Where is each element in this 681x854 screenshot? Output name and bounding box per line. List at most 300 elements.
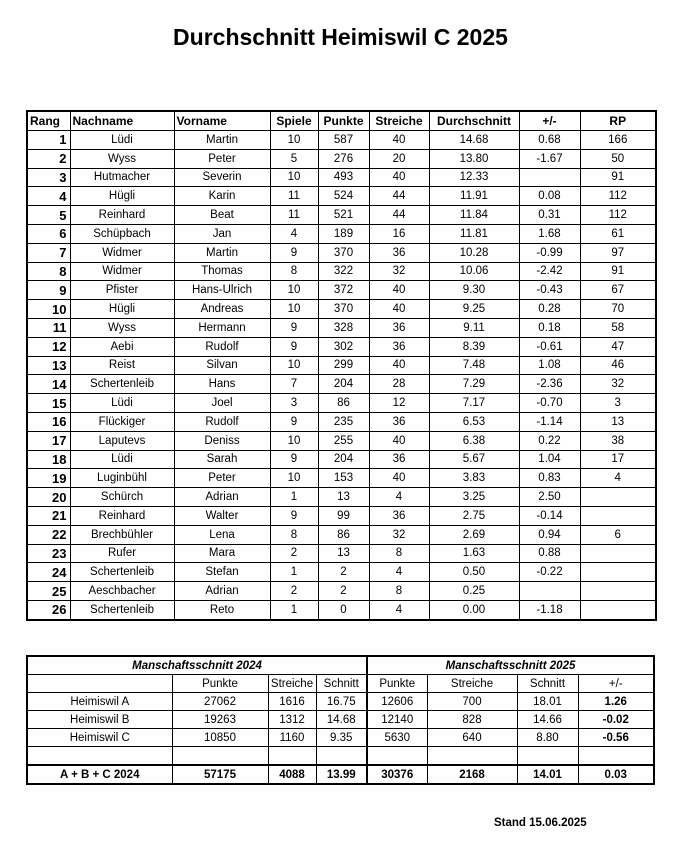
cell-plusminus: 1.08 <box>519 356 580 375</box>
cell-vorname: Peter <box>174 469 270 488</box>
cell-durchschnitt: 9.25 <box>429 300 519 319</box>
header-punkte: Punkte <box>318 111 369 131</box>
cell-rp <box>580 582 656 601</box>
team-cell-schnitt-2024: 9.35 <box>316 729 367 747</box>
cell-nachname: Hügli <box>70 187 174 206</box>
cell-nachname: Widmer <box>70 262 174 281</box>
cell-durchschnitt: 5.67 <box>429 450 519 469</box>
cell-plusminus: 0.08 <box>519 187 580 206</box>
cell-spiele: 4 <box>270 224 318 243</box>
cell-streiche: 40 <box>369 431 429 450</box>
team-cell-team-name: Heimiswil A <box>27 693 172 711</box>
cell-nachname: Lüdi <box>70 131 174 150</box>
cell-spiele: 10 <box>270 356 318 375</box>
team-cell-schnitt-2025: 14.66 <box>517 711 578 729</box>
team-row <box>27 711 654 729</box>
subheader-punkte-2024: Punkte <box>172 675 268 693</box>
cell-punkte: 153 <box>318 469 369 488</box>
team-cell-team-name: Heimiswil B <box>27 711 172 729</box>
cell-durchschnitt: 3.83 <box>429 469 519 488</box>
cell-durchschnitt: 0.50 <box>429 563 519 582</box>
cell-rang: 12 <box>27 337 70 356</box>
cell-spiele: 11 <box>270 187 318 206</box>
table-row <box>27 563 656 582</box>
cell-plusminus: 0.83 <box>519 469 580 488</box>
cell-durchschnitt: 2.69 <box>429 525 519 544</box>
team-cell-plusminus: 1.26 <box>578 693 654 711</box>
average-table <box>26 110 657 621</box>
team-cell-schnitt-2024: 16.75 <box>316 693 367 711</box>
cell-punkte: 370 <box>318 243 369 262</box>
table-row <box>27 450 656 469</box>
cell-plusminus: 0.22 <box>519 431 580 450</box>
cell-rang: 7 <box>27 243 70 262</box>
cell-vorname: Severin <box>174 168 270 187</box>
team-empty-row <box>27 747 654 766</box>
cell-rp: 61 <box>580 224 656 243</box>
table-row <box>27 488 656 507</box>
table-row <box>27 582 656 601</box>
header-rang: Rang <box>27 111 70 131</box>
cell-streiche: 36 <box>369 337 429 356</box>
cell-streiche: 32 <box>369 262 429 281</box>
cell-streiche: 40 <box>369 168 429 187</box>
cell-vorname: Adrian <box>174 582 270 601</box>
cell-rang: 15 <box>27 394 70 413</box>
cell-streiche: 40 <box>369 356 429 375</box>
cell-spiele: 10 <box>270 168 318 187</box>
team-cell-plusminus: -0.56 <box>578 729 654 747</box>
cell-streiche: 36 <box>369 318 429 337</box>
cell-spiele: 1 <box>270 563 318 582</box>
team-cell-punkte-2024: 10850 <box>172 729 268 747</box>
cell-punkte: 2 <box>318 582 369 601</box>
cell-rp: 112 <box>580 206 656 225</box>
cell-durchschnitt: 8.39 <box>429 337 519 356</box>
cell-plusminus: -1.18 <box>519 600 580 619</box>
cell-rang: 18 <box>27 450 70 469</box>
cell-durchschnitt: 3.25 <box>429 488 519 507</box>
cell-durchschnitt: 0.25 <box>429 582 519 601</box>
table-row <box>27 394 656 413</box>
table-row <box>27 187 656 206</box>
cell-plusminus: -0.43 <box>519 281 580 300</box>
cell-spiele: 11 <box>270 206 318 225</box>
cell-vorname: Martin <box>174 243 270 262</box>
cell-punkte: 302 <box>318 337 369 356</box>
cell-vorname: Stefan <box>174 563 270 582</box>
cell-streiche: 40 <box>369 281 429 300</box>
table-row <box>27 168 656 187</box>
header-rp: RP <box>580 111 656 131</box>
cell-durchschnitt: 9.11 <box>429 318 519 337</box>
cell-plusminus: -0.70 <box>519 394 580 413</box>
table-row <box>27 262 656 281</box>
team-cell-schnitt-2024: 14.68 <box>316 711 367 729</box>
cell-rang: 23 <box>27 544 70 563</box>
cell-nachname: Hügli <box>70 300 174 319</box>
cell-durchschnitt: 11.84 <box>429 206 519 225</box>
team-row <box>27 693 654 711</box>
cell-rp: 67 <box>580 281 656 300</box>
cell-rp: 17 <box>580 450 656 469</box>
cell-nachname: Flückiger <box>70 412 174 431</box>
cell-rp: 47 <box>580 337 656 356</box>
cell-rp: 46 <box>580 356 656 375</box>
cell-streiche: 44 <box>369 187 429 206</box>
subheader-schnitt-2025: Schnitt <box>517 675 578 693</box>
cell-rp <box>580 488 656 507</box>
cell-vorname: Thomas <box>174 262 270 281</box>
cell-streiche: 44 <box>369 206 429 225</box>
cell-punkte: 86 <box>318 394 369 413</box>
cell-rang: 4 <box>27 187 70 206</box>
table-row <box>27 300 656 319</box>
group-header-2025: Manschaftsschnitt 2025 <box>367 656 654 675</box>
cell-punkte: 322 <box>318 262 369 281</box>
cell-durchschnitt: 9.30 <box>429 281 519 300</box>
cell-rp <box>580 563 656 582</box>
cell-streiche: 36 <box>369 243 429 262</box>
cell-rang: 22 <box>27 525 70 544</box>
cell-spiele: 2 <box>270 544 318 563</box>
cell-plusminus: 2.50 <box>519 488 580 507</box>
header-durchschnitt: Durchschnitt <box>429 111 519 131</box>
cell-rp: 112 <box>580 187 656 206</box>
team-cell-punkte-2025: 12140 <box>367 711 427 729</box>
cell-vorname: Martin <box>174 131 270 150</box>
cell-durchschnitt: 12.33 <box>429 168 519 187</box>
table-row <box>27 412 656 431</box>
team-cell-streiche-2024: 1616 <box>268 693 316 711</box>
cell-durchschnitt: 6.53 <box>429 412 519 431</box>
total-streiche-2025: 2168 <box>427 765 517 784</box>
cell-durchschnitt: 0.00 <box>429 600 519 619</box>
empty-cell <box>27 675 172 693</box>
cell-punkte: 255 <box>318 431 369 450</box>
team-cell-schnitt-2025: 18.01 <box>517 693 578 711</box>
cell-plusminus: -2.36 <box>519 375 580 394</box>
cell-punkte: 328 <box>318 318 369 337</box>
cell-punkte: 524 <box>318 187 369 206</box>
subheader-punkte-2025: Punkte <box>367 675 427 693</box>
page-title: Durchschnitt Heimiswil C 2025 <box>173 24 508 50</box>
cell-durchschnitt: 6.38 <box>429 431 519 450</box>
cell-plusminus <box>519 582 580 601</box>
table-row <box>27 131 656 150</box>
cell-plusminus: 0.18 <box>519 318 580 337</box>
cell-streiche: 4 <box>369 563 429 582</box>
cell-rang: 20 <box>27 488 70 507</box>
subheader-schnitt-2024: Schnitt <box>316 675 367 693</box>
table-row <box>27 544 656 563</box>
table-row <box>27 600 656 619</box>
cell-nachname: Schüpbach <box>70 224 174 243</box>
cell-spiele: 8 <box>270 525 318 544</box>
cell-punkte: 189 <box>318 224 369 243</box>
cell-punkte: 204 <box>318 375 369 394</box>
cell-vorname: Deniss <box>174 431 270 450</box>
cell-punkte: 372 <box>318 281 369 300</box>
cell-streiche: 8 <box>369 582 429 601</box>
total-label: A + B + C 2024 <box>27 765 172 784</box>
table-row <box>27 431 656 450</box>
total-punkte-2025: 30376 <box>367 765 427 784</box>
total-schnitt-2025: 14.01 <box>517 765 578 784</box>
cell-rang: 19 <box>27 469 70 488</box>
cell-spiele: 10 <box>270 469 318 488</box>
cell-streiche: 28 <box>369 375 429 394</box>
cell-rang: 10 <box>27 300 70 319</box>
cell-plusminus: -0.14 <box>519 506 580 525</box>
cell-spiele: 8 <box>270 262 318 281</box>
cell-nachname: Rufer <box>70 544 174 563</box>
cell-vorname: Hermann <box>174 318 270 337</box>
cell-nachname: Widmer <box>70 243 174 262</box>
subheader-streiche-2025: Streiche <box>427 675 517 693</box>
cell-nachname: Wyss <box>70 318 174 337</box>
team-cell-team-name: Heimiswil C <box>27 729 172 747</box>
team-cell-punkte-2024: 19263 <box>172 711 268 729</box>
header-nachname: Nachname <box>70 111 174 131</box>
cell-nachname: Lüdi <box>70 394 174 413</box>
cell-rang: 25 <box>27 582 70 601</box>
cell-punkte: 493 <box>318 168 369 187</box>
cell-rp: 6 <box>580 525 656 544</box>
cell-spiele: 2 <box>270 582 318 601</box>
cell-durchschnitt: 10.28 <box>429 243 519 262</box>
cell-vorname: Rudolf <box>174 412 270 431</box>
cell-vorname: Jan <box>174 224 270 243</box>
team-cell-streiche-2024: 1312 <box>268 711 316 729</box>
cell-plusminus: 1.68 <box>519 224 580 243</box>
cell-rp: 3 <box>580 394 656 413</box>
cell-punkte: 235 <box>318 412 369 431</box>
cell-nachname: Luginbühl <box>70 469 174 488</box>
total-schnitt-2024: 13.99 <box>316 765 367 784</box>
cell-streiche: 4 <box>369 600 429 619</box>
cell-rang: 9 <box>27 281 70 300</box>
cell-rang: 8 <box>27 262 70 281</box>
cell-punkte: 86 <box>318 525 369 544</box>
cell-streiche: 8 <box>369 544 429 563</box>
cell-vorname: Silvan <box>174 356 270 375</box>
cell-streiche: 12 <box>369 394 429 413</box>
cell-spiele: 5 <box>270 149 318 168</box>
cell-nachname: Laputevs <box>70 431 174 450</box>
cell-streiche: 40 <box>369 469 429 488</box>
header-vorname: Vorname <box>174 111 270 131</box>
team-cell-streiche-2024: 1160 <box>268 729 316 747</box>
header-streiche: Streiche <box>369 111 429 131</box>
cell-punkte: 99 <box>318 506 369 525</box>
cell-nachname: Reist <box>70 356 174 375</box>
cell-nachname: Aebi <box>70 337 174 356</box>
cell-punkte: 521 <box>318 206 369 225</box>
cell-rp: 50 <box>580 149 656 168</box>
cell-vorname: Reto <box>174 600 270 619</box>
cell-rang: 16 <box>27 412 70 431</box>
cell-streiche: 16 <box>369 224 429 243</box>
cell-rp: 91 <box>580 168 656 187</box>
cell-spiele: 10 <box>270 300 318 319</box>
cell-plusminus: 0.68 <box>519 131 580 150</box>
cell-vorname: Hans-Ulrich <box>174 281 270 300</box>
cell-plusminus: -2.42 <box>519 262 580 281</box>
cell-durchschnitt: 14.68 <box>429 131 519 150</box>
cell-punkte: 370 <box>318 300 369 319</box>
cell-punkte: 587 <box>318 131 369 150</box>
stand-date: Stand 15.06.2025 <box>494 817 587 829</box>
cell-spiele: 10 <box>270 431 318 450</box>
cell-nachname: Reinhard <box>70 506 174 525</box>
table-row <box>27 525 656 544</box>
cell-rp <box>580 506 656 525</box>
cell-rp: 38 <box>580 431 656 450</box>
cell-vorname: Joel <box>174 394 270 413</box>
team-cell-punkte-2025: 5630 <box>367 729 427 747</box>
cell-rang: 26 <box>27 600 70 619</box>
cell-rang: 5 <box>27 206 70 225</box>
cell-durchschnitt: 7.48 <box>429 356 519 375</box>
cell-vorname: Andreas <box>174 300 270 319</box>
cell-rang: 21 <box>27 506 70 525</box>
cell-vorname: Sarah <box>174 450 270 469</box>
cell-nachname: Hutmacher <box>70 168 174 187</box>
cell-durchschnitt: 2.75 <box>429 506 519 525</box>
cell-rang: 2 <box>27 149 70 168</box>
cell-rp: 13 <box>580 412 656 431</box>
cell-spiele: 10 <box>270 281 318 300</box>
cell-nachname: Schertenleib <box>70 600 174 619</box>
cell-durchschnitt: 10.06 <box>429 262 519 281</box>
cell-spiele: 1 <box>270 488 318 507</box>
cell-plusminus: 1.04 <box>519 450 580 469</box>
table-row <box>27 318 656 337</box>
cell-spiele: 7 <box>270 375 318 394</box>
cell-streiche: 20 <box>369 149 429 168</box>
cell-plusminus: 0.88 <box>519 544 580 563</box>
cell-punkte: 299 <box>318 356 369 375</box>
cell-punkte: 13 <box>318 488 369 507</box>
table-row <box>27 206 656 225</box>
table-row <box>27 506 656 525</box>
cell-streiche: 36 <box>369 450 429 469</box>
cell-punkte: 2 <box>318 563 369 582</box>
table-row <box>27 243 656 262</box>
team-total-row <box>27 765 654 784</box>
cell-vorname: Hans <box>174 375 270 394</box>
team-cell-streiche-2025: 640 <box>427 729 517 747</box>
table-header-row <box>27 111 656 131</box>
cell-nachname: Lüdi <box>70 450 174 469</box>
cell-rang: 11 <box>27 318 70 337</box>
cell-durchschnitt: 13.80 <box>429 149 519 168</box>
cell-plusminus: 0.31 <box>519 206 580 225</box>
cell-spiele: 1 <box>270 600 318 619</box>
group-header-2024: Manschaftsschnitt 2024 <box>27 656 367 675</box>
cell-rp: 4 <box>580 469 656 488</box>
cell-durchschnitt: 11.81 <box>429 224 519 243</box>
cell-rp: 91 <box>580 262 656 281</box>
cell-rang: 3 <box>27 168 70 187</box>
subheader-plusminus: +/- <box>578 675 654 693</box>
cell-plusminus: -0.99 <box>519 243 580 262</box>
cell-vorname: Lena <box>174 525 270 544</box>
cell-nachname: Brechbühler <box>70 525 174 544</box>
cell-durchschnitt: 1.63 <box>429 544 519 563</box>
table-row <box>27 356 656 375</box>
cell-rp <box>580 600 656 619</box>
cell-plusminus: 0.94 <box>519 525 580 544</box>
cell-rp: 70 <box>580 300 656 319</box>
total-punkte-2024: 57175 <box>172 765 268 784</box>
cell-vorname: Mara <box>174 544 270 563</box>
team-cell-punkte-2024: 27062 <box>172 693 268 711</box>
cell-rp: 97 <box>580 243 656 262</box>
cell-streiche: 4 <box>369 488 429 507</box>
header-plusminus: +/- <box>519 111 580 131</box>
cell-streiche: 40 <box>369 131 429 150</box>
cell-plusminus: 0.28 <box>519 300 580 319</box>
cell-rp: 166 <box>580 131 656 150</box>
cell-nachname: Wyss <box>70 149 174 168</box>
team-row <box>27 729 654 747</box>
cell-nachname: Schertenleib <box>70 563 174 582</box>
cell-durchschnitt: 11.91 <box>429 187 519 206</box>
cell-spiele: 9 <box>270 243 318 262</box>
cell-rp: 32 <box>580 375 656 394</box>
cell-rang: 6 <box>27 224 70 243</box>
cell-rang: 1 <box>27 131 70 150</box>
cell-nachname: Aeschbacher <box>70 582 174 601</box>
cell-streiche: 32 <box>369 525 429 544</box>
cell-nachname: Pfister <box>70 281 174 300</box>
cell-rp <box>580 544 656 563</box>
subheader-streiche-2024: Streiche <box>268 675 316 693</box>
team-cell-plusminus: -0.02 <box>578 711 654 729</box>
cell-plusminus: -1.14 <box>519 412 580 431</box>
cell-nachname: Schürch <box>70 488 174 507</box>
cell-plusminus: -1.67 <box>519 149 580 168</box>
cell-spiele: 3 <box>270 394 318 413</box>
team-subheader-row <box>27 675 654 693</box>
cell-punkte: 0 <box>318 600 369 619</box>
header-spiele: Spiele <box>270 111 318 131</box>
cell-plusminus: -0.22 <box>519 563 580 582</box>
cell-plusminus: -0.61 <box>519 337 580 356</box>
cell-vorname: Peter <box>174 149 270 168</box>
cell-rang: 17 <box>27 431 70 450</box>
cell-durchschnitt: 7.29 <box>429 375 519 394</box>
cell-durchschnitt: 7.17 <box>429 394 519 413</box>
cell-rang: 14 <box>27 375 70 394</box>
table-row <box>27 337 656 356</box>
cell-punkte: 204 <box>318 450 369 469</box>
cell-rang: 24 <box>27 563 70 582</box>
table-row <box>27 375 656 394</box>
cell-vorname: Beat <box>174 206 270 225</box>
cell-spiele: 9 <box>270 318 318 337</box>
cell-punkte: 13 <box>318 544 369 563</box>
cell-rang: 13 <box>27 356 70 375</box>
total-plusminus: 0.03 <box>578 765 654 784</box>
team-average-table <box>26 655 655 785</box>
team-cell-streiche-2025: 700 <box>427 693 517 711</box>
table-row <box>27 281 656 300</box>
cell-spiele: 9 <box>270 506 318 525</box>
cell-plusminus <box>519 168 580 187</box>
